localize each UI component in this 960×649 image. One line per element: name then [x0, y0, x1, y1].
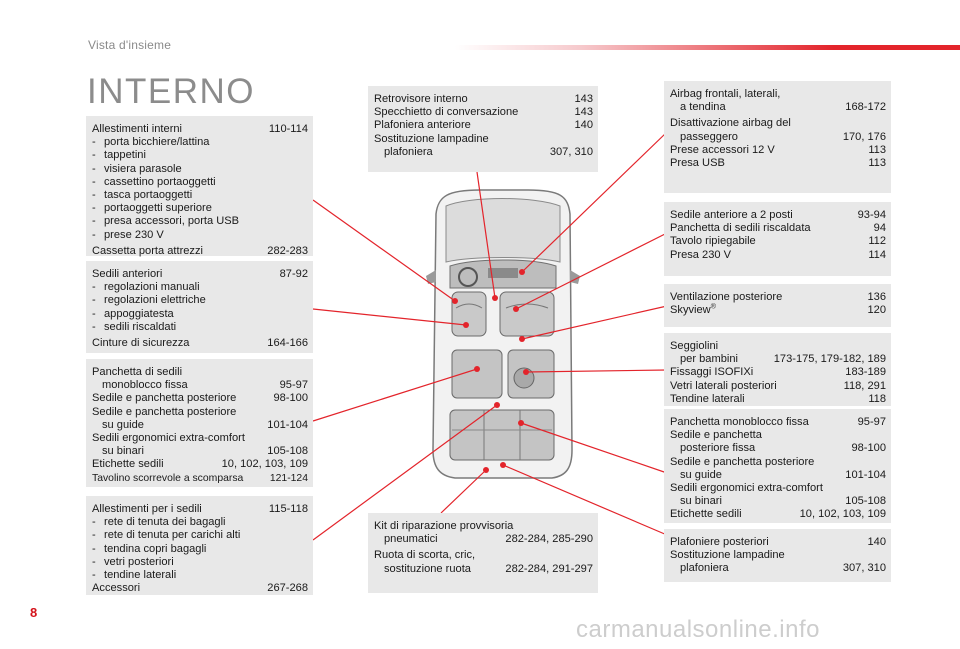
- box-label: Presa 230 V: [670, 248, 732, 261]
- box-label: Sedile e panchetta posteriore: [92, 405, 237, 418]
- box-label: Etichette sedili: [670, 508, 742, 521]
- page-ref: 115-118: [268, 503, 308, 515]
- box-label: Sedile e panchetta posteriore: [92, 392, 237, 405]
- page-ref: 101-104: [267, 418, 308, 431]
- list-item: - portaoggetti superiore: [92, 202, 308, 215]
- list-item: - rete di tenuta dei bagagli: [92, 516, 308, 529]
- list-item: - tasca portaoggetti: [92, 189, 308, 202]
- list-item: - tendina copri bagagli: [92, 543, 308, 556]
- box-label-cont: sostituzione ruota: [384, 562, 471, 575]
- list-item: - tappetini: [92, 149, 308, 162]
- interior-fittings-box: [86, 116, 313, 256]
- page-ref: 94: [873, 222, 886, 235]
- box-label: Kit di riparazione provvisoria: [374, 520, 514, 532]
- page-ref: 173-175, 179-182, 189: [773, 353, 886, 366]
- page-title: INTERNO: [87, 72, 255, 111]
- repair-kit-box: [368, 513, 598, 593]
- box-label: Panchetta di sedili riscaldata: [670, 222, 811, 235]
- page-ref: 87-92: [279, 268, 308, 280]
- page-ref: 110-114: [268, 123, 308, 135]
- page-ref: 113: [868, 157, 886, 170]
- box-label: Sostituzione lampadine: [374, 132, 489, 145]
- box-label: Specchietto di conversazione: [374, 106, 519, 119]
- box-label-cont: posteriore fissa: [680, 442, 756, 455]
- list-item: - appoggiatesta: [92, 308, 308, 321]
- box-label-cont: passeggero: [680, 130, 738, 143]
- box-label: Sedile e panchetta posteriore: [670, 455, 815, 468]
- list-item: - regolazioni manuali: [92, 281, 308, 294]
- list-item: - sedili riscaldati: [92, 321, 308, 334]
- page-ref: 112: [868, 235, 886, 248]
- box-label: Allestimenti per i sedili: [92, 503, 202, 515]
- box-label: Presa USB: [670, 157, 725, 170]
- box-label: Tendine laterali: [670, 392, 745, 405]
- list-item: - cassettino portaoggetti: [92, 176, 308, 189]
- box-label: Seggiolini: [670, 340, 719, 352]
- page-ref: 140: [867, 536, 886, 548]
- box-label: Panchetta di sedili: [92, 366, 183, 378]
- front-bench-box: [664, 202, 891, 276]
- box-label-cont: plafoniera: [384, 145, 433, 158]
- airbags-box: [664, 81, 891, 193]
- list-item: - regolazioni elettriche: [92, 294, 308, 307]
- list-item: - presa accessori, porta USB: [92, 215, 308, 228]
- box-label: Disattivazione airbag del: [670, 117, 791, 130]
- page-ref: 95-97: [857, 416, 886, 428]
- page-ref: 307, 310: [549, 145, 593, 158]
- list-item: - porta bicchiere/lattina: [92, 136, 308, 149]
- box-label: Prese accessori 12 V: [670, 143, 775, 156]
- list-item: - visiera parasole: [92, 163, 308, 176]
- page-ref: 93-94: [857, 209, 886, 221]
- page-ref: 101-104: [845, 468, 886, 481]
- box-label: [670, 304, 716, 317]
- box-label: Ventilazione posteriore: [670, 291, 783, 303]
- box-label: Allestimenti interni: [92, 123, 183, 135]
- box-label: Tavolo ripiegabile: [670, 235, 756, 248]
- registered-mark: ®: [710, 303, 716, 311]
- page-ref: 10, 102, 103, 109: [221, 458, 308, 471]
- watermark: carmanualsonline.info: [576, 616, 820, 643]
- list-item: - tendine laterali: [92, 569, 308, 582]
- child-seats-box: [664, 333, 891, 406]
- box-label: Airbag frontali, laterali,: [670, 88, 781, 100]
- box-label-cont: su guide: [102, 418, 144, 431]
- box-label: Cinture di sicurezza: [92, 337, 190, 350]
- box-label: Sedili ergonomici extra-comfort: [670, 482, 823, 495]
- box-label: Tavolino scorrevole a scomparsa: [92, 472, 244, 484]
- page-ref: 121-124: [269, 472, 308, 484]
- box-label: Cassetta porta attrezzi: [92, 244, 203, 257]
- page-ref: 282-284, 291-297: [505, 562, 593, 575]
- page-ref: 95-97: [279, 379, 308, 392]
- box-label-cont: per bambini: [680, 353, 738, 366]
- page-ref: 113: [868, 143, 886, 156]
- box-label: Retrovisore interno: [374, 93, 468, 105]
- page-ref: 118: [868, 392, 886, 405]
- front-seats-box: [86, 261, 313, 353]
- page-ref: 105-108: [267, 445, 308, 458]
- box-label: Plafoniere posteriori: [670, 536, 769, 548]
- page-ref: 267-268: [267, 582, 308, 595]
- box-label-cont: su binari: [102, 445, 144, 458]
- box-label: Sedile e panchetta: [670, 429, 762, 442]
- box-label: Panchetta monoblocco fissa: [670, 416, 809, 428]
- page-ref: 118, 291: [843, 379, 886, 392]
- page-ref: 282-284, 285-290: [505, 533, 593, 546]
- box-label: Sedili ergonomici extra-comfort: [92, 432, 245, 445]
- rear-seats-box: [86, 359, 313, 487]
- page-number: 8: [30, 605, 38, 620]
- box-label: Fissaggi ISOFIXi: [670, 366, 754, 379]
- box-label: Ruota di scorta, cric,: [374, 549, 476, 562]
- box-label-cont: monoblocco fissa: [102, 379, 188, 392]
- bench-options-box: [664, 409, 891, 523]
- box-label-text: Skyview: [670, 304, 711, 317]
- list-item: - prese 230 V: [92, 229, 308, 242]
- rear-lights-box: [664, 529, 891, 582]
- page-ref: 105-108: [845, 495, 886, 508]
- box-label: Sedile anteriore a 2 posti: [670, 209, 793, 221]
- box-label: Etichette sedili: [92, 458, 164, 471]
- box-label-cont: a tendina: [680, 101, 726, 114]
- section-header: Vista d'insieme: [88, 38, 172, 52]
- page-ref: 98-100: [851, 442, 886, 455]
- seat-fittings-box: [86, 496, 313, 595]
- page-ref: 143: [574, 93, 593, 105]
- box-label: Sostituzione lampadine: [670, 549, 785, 562]
- box-label: Accessori: [92, 582, 141, 595]
- page-ref: 170, 176: [842, 130, 886, 143]
- list-item: - rete di tenuta per carichi alti: [92, 529, 308, 542]
- page-ref: 114: [868, 248, 886, 261]
- list-item: - vetri posteriori: [92, 556, 308, 569]
- page-ref: 307, 310: [842, 562, 886, 575]
- box-label-cont: pneumatici: [384, 533, 438, 546]
- box-label-cont: su guide: [680, 468, 722, 481]
- page-ref: 136: [867, 291, 886, 303]
- ventilation-box: [664, 284, 891, 327]
- page-ref: 164-166: [267, 337, 308, 350]
- page-ref: 10, 102, 103, 109: [799, 508, 886, 521]
- box-label: Plafoniera anteriore: [374, 119, 471, 132]
- page-ref: 120: [867, 304, 886, 317]
- box-label-cont: su binari: [680, 495, 722, 508]
- page-ref: 183-189: [845, 366, 886, 379]
- mirror-box: [368, 86, 598, 172]
- page-ref: 282-283: [267, 244, 308, 257]
- box-label: Vetri laterali posteriori: [670, 379, 777, 392]
- box-label-cont: plafoniera: [680, 562, 729, 575]
- box-label: Sedili anteriori: [92, 268, 163, 280]
- page-ref: 143: [574, 106, 593, 119]
- page-ref: 140: [574, 119, 593, 132]
- page-ref: 168-172: [845, 101, 886, 114]
- page-ref: 98-100: [273, 392, 308, 405]
